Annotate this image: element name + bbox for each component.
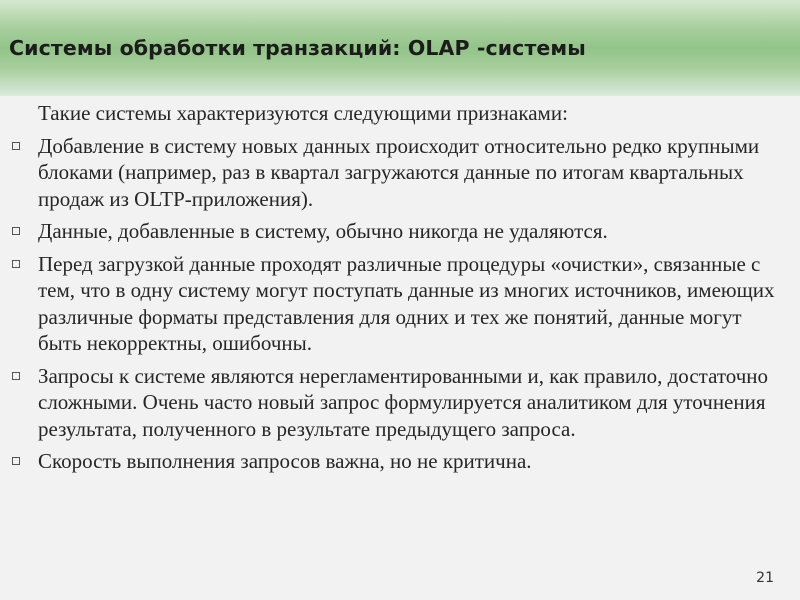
slide-content (8, 100, 783, 475)
hollow-square-bullet-icon (8, 448, 24, 474)
bullet-item (8, 363, 783, 443)
bullet-item (8, 133, 783, 213)
bullet-text: Скорость выполнения запросов важна, но не критична. (38, 449, 532, 473)
bullet-text: Перед загрузкой данные проходят различные процедуры «очистки», связанные с тем, что в одну систему могут поступать данные из многих источников, имеющих различные форматы представления для одних и тех же понятий, данные могут быть некорректны, ошибочны. (38, 251, 775, 355)
bullet-item (8, 448, 783, 475)
page-number: 21 (756, 570, 774, 586)
hollow-square-bullet-icon (8, 363, 24, 389)
hollow-square-bullet-icon (8, 133, 24, 159)
bullet-item (8, 251, 783, 357)
bullet-item (8, 218, 783, 245)
hollow-square-bullet-icon (8, 251, 24, 277)
bullet-text: Запросы к системе являются нерегламентированными и, как правило, достаточно сложными. Очень часто новый запрос формулируется аналитиком для уточнения результата, полученного в результате предыдущего запроса. (38, 363, 769, 441)
title-bar (0, 0, 800, 96)
hollow-square-bullet-icon (8, 218, 24, 244)
bullet-text: Добавление в систему новых данных происходит относительно редко крупными блоками (например, раз в квартал загружаются данные по итогам квартальных продаж из OLTP-приложения). (38, 133, 760, 211)
slide-title: Системы обработки транзакций: OLAP -системы (9, 36, 586, 60)
bullet-text: Данные, добавленные в систему, обычно никогда не удаляются. (38, 219, 608, 243)
bullet-list (8, 133, 783, 475)
intro-text: Такие системы характеризуются следующими признаками: (38, 101, 568, 125)
